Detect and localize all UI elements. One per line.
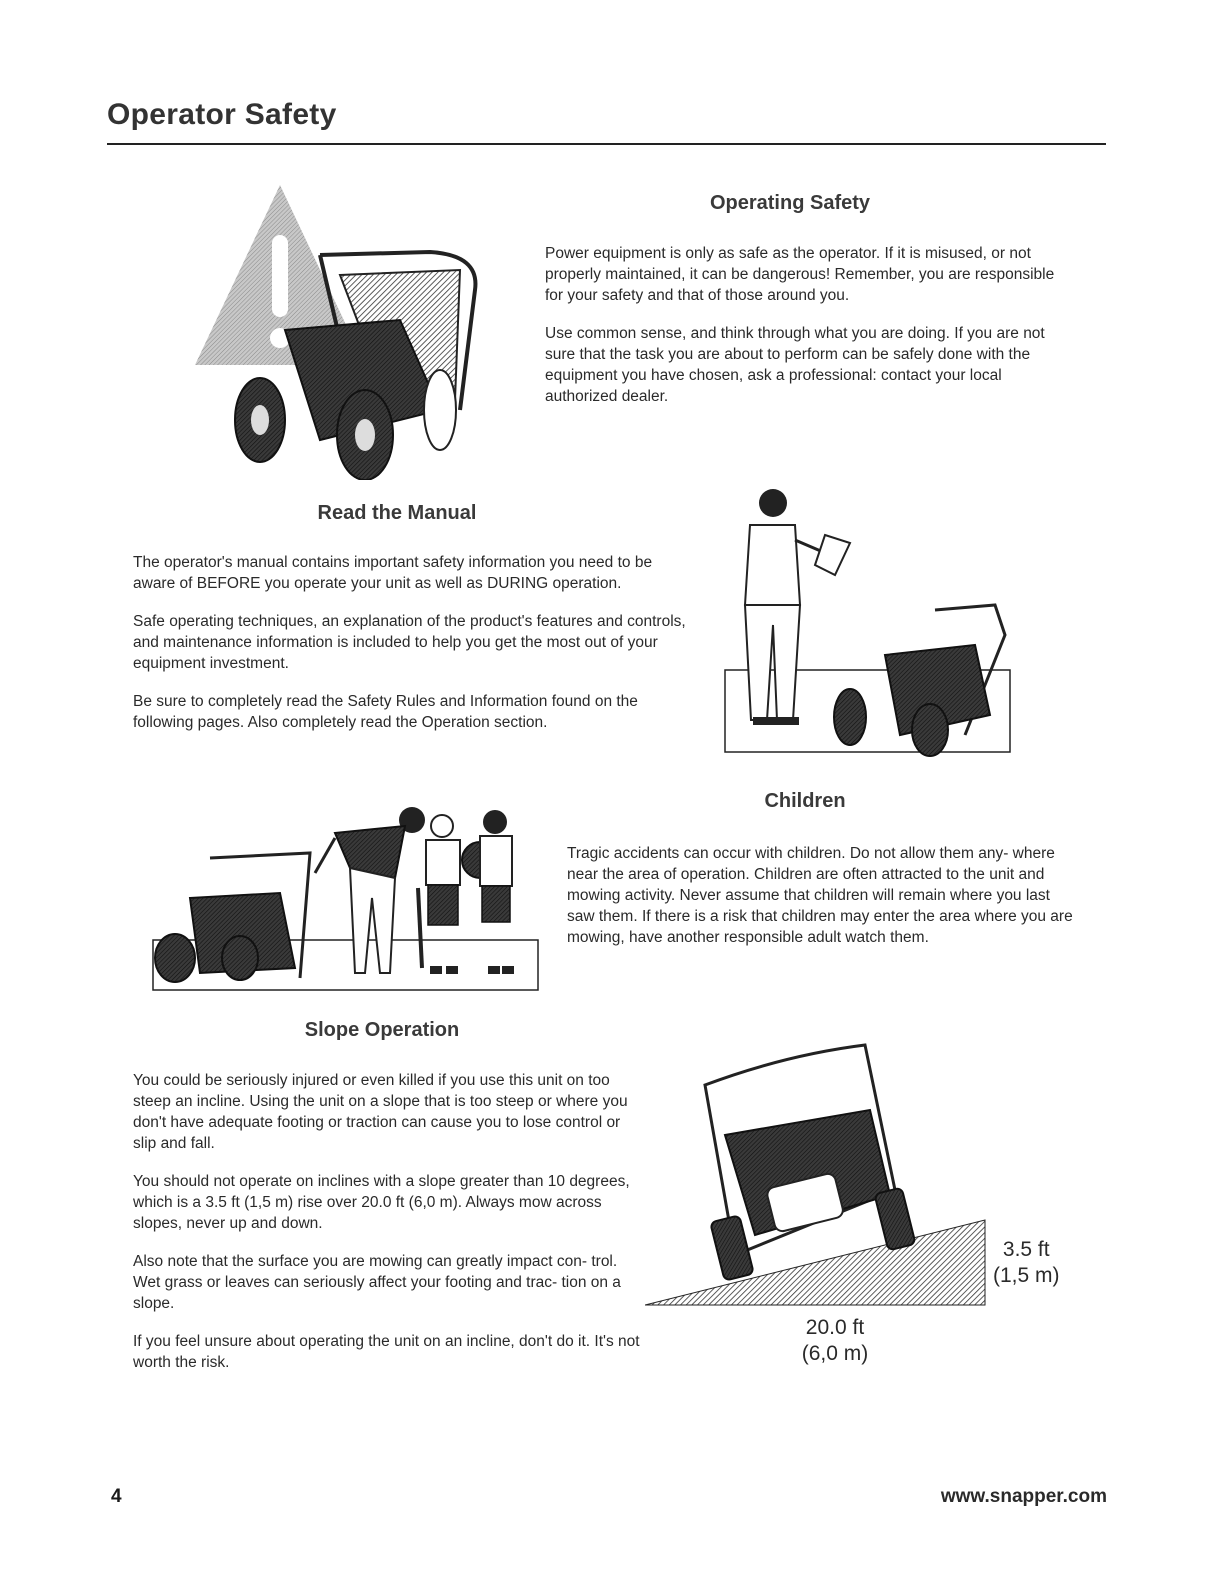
operator-reading-manual-illustration: [715, 485, 1020, 760]
slope-rise-ft: 3.5 ft: [1002, 1238, 1050, 1261]
operating-safety-paragraph: Use common sense, and think through what you are doing. If you are not sure that the task you are about to perform can be safely done with the equipment you have chosen, ask a professional: contact your local authorized dealer.: [545, 325, 1045, 405]
slope-run-ft: 20.0 ft: [805, 1316, 865, 1339]
warning-triangle-icon: [190, 180, 490, 480]
operating-safety-heading: Operating Safety: [709, 192, 871, 214]
children-heading: Children: [764, 790, 846, 812]
read-manual-paragraph: Safe operating techniques, an explanation of the product's features and controls, and maintenance information is included to help you get the most out of your equipment investment.: [133, 613, 686, 672]
read-manual-body: [133, 552, 693, 733]
slope-diagram: [645, 1040, 990, 1310]
children-body: [567, 843, 1077, 948]
operating-safety-body: [545, 243, 1070, 407]
slope-operation-paragraph: You could be seriously injured or even killed if you use this unit on too steep an incline. Using the unit on a slope that is too steep or where you don't have adequate footing or traction can cause you to lose control or slip and fall.: [133, 1072, 628, 1152]
slope-operation-heading: Slope Operation: [304, 1019, 460, 1041]
page-number: 4: [111, 1486, 122, 1507]
slope-rise-label: [993, 1237, 1060, 1289]
read-manual-paragraph: The operator's manual contains important safety information you need to be aware of BEFORE you operate your unit as well as DURING operation.: [133, 554, 653, 592]
slope-operation-paragraph: If you feel unsure about operating the unit on an incline, don't do it. It's not worth the risk.: [133, 1333, 640, 1371]
title-divider: [107, 143, 1106, 145]
slope-rise-m: (1,5 m): [993, 1264, 1060, 1287]
warning-mower-illustration: [190, 180, 490, 480]
slope-operation-paragraph: You should not operate on inclines with a slope greater than 10 degrees, which is a 3.5 ft (1,5 m) rise over 20.0 ft (6,0 m). Always mow across slopes, never up and down.: [133, 1173, 630, 1232]
slope-run-m: (6,0 m): [801, 1342, 869, 1365]
operating-safety-paragraph: Power equipment is only as safe as the operator. If it is misused, or not properly maintained, it can be dangerous! Remember, you are responsible for your safety and that of those around you.: [545, 245, 1055, 304]
read-manual-paragraph: Be sure to completely read the Safety Rules and Information found on the following pages. Also completely read the Operation section.: [133, 693, 638, 731]
website-url: www.snapper.com: [940, 1486, 1107, 1507]
page-title: Operator Safety: [107, 98, 337, 131]
read-manual-heading: Read the Manual: [317, 502, 477, 524]
children-near-mower-illustration: [150, 798, 545, 996]
slope-operation-body: [133, 1070, 643, 1373]
slope-operation-paragraph: Also note that the surface you are mowing can greatly impact con- trol. Wet grass or leaves can seriously affect your footing and trac- tion on a slope.: [133, 1253, 621, 1312]
slope-run-label: [790, 1315, 880, 1367]
children-paragraph: Tragic accidents can occur with children. Do not allow them any- where near the area of operation. Children are often attracted to the unit and mowing activity. Never assume that children will remain where you last saw them. If there is a risk that children may enter the area where you are mowing, have another responsible adult watch them.: [567, 845, 1073, 946]
